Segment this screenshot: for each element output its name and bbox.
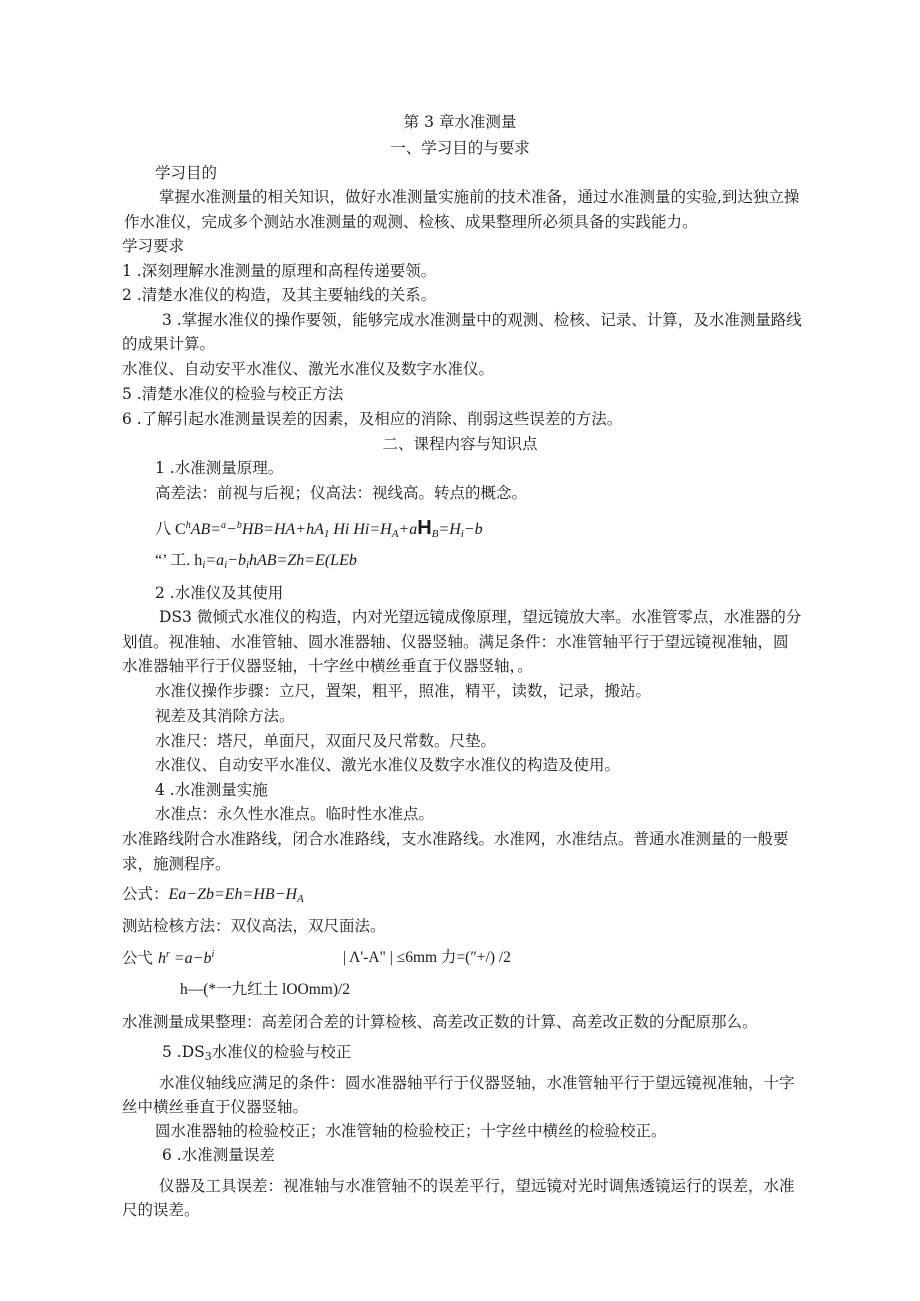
topic-text: 测站检核方法：双仪高法，双尺面法。 xyxy=(122,917,386,935)
topic-text: 水准点：永久性水准点。临时性水准点。 xyxy=(155,805,435,823)
objectives-heading: 学习目的 xyxy=(155,164,218,182)
requirement-item: 6 .了解引起水准测量误差的因素，及相应的消除、削弱这些误差的方法。 xyxy=(122,410,623,428)
requirement-item: 5 .清楚水准仪的检验与校正方法 xyxy=(122,385,344,403)
formula-line: | Λ'-A" | ≤6mm 力=(″+/) /2 xyxy=(343,949,511,966)
formula-line: 公式：Ea−Zb=Eh=HB−HA xyxy=(122,885,304,905)
topic-text: 水准仪操作步骤：立尺，置架，粗平，照准，精平，读数，记录，搬站。 xyxy=(155,682,652,700)
topic-text: 水准测量成果整理：高差闭合差的计算检核、高差改正数的计算、高差改正数的分配原那么。 xyxy=(122,1013,758,1031)
requirement-item: 3 .掌握水准仪的操作要领，能够完成水准测量中的观测、检核、记录、计算，及水准测量路线 xyxy=(162,311,802,329)
topic-heading: 4 .水准测量实施 xyxy=(155,781,268,799)
topic-heading: 6 .水准测量误差 xyxy=(162,1146,275,1164)
section-heading-content: 二、课程内容与知识点 xyxy=(382,435,538,453)
formula-line: 公弋 $h^r =a-b^i$ xyxy=(122,949,215,967)
topic-heading: 5 .DS3水准仪的检验与校正 xyxy=(162,1043,352,1063)
section-heading-objectives: 一、学习目的与要求 xyxy=(390,139,530,157)
topic-text: 水准仪、自动安平水准仪、激光水准仪及数字水准仪的构造及使用。 xyxy=(155,756,621,774)
topic-heading: 2 .水准仪及其使用 xyxy=(155,584,284,602)
topic-paragraph-line: 仪器及工具误差：视准轴与水准管轴不的误差平行，望远镜对光时调焦透镜运行的误差，水准 xyxy=(159,1177,795,1195)
topic-paragraph-line: 水准路线附合水准路线，闭合水准路线，支水准路线。水准网，水准结点。普通水准测量的一般要 xyxy=(122,830,789,848)
topic-text: 高差法：前视与后视；仪高法：视线高。转点的概念。 xyxy=(155,484,528,502)
chapter-title: 第 3 章水准测量 xyxy=(403,113,517,131)
objectives-paragraph-line: 作水准仪，完成多个测站水准测量的观测、检核、成果整理所必须具备的实践能力。 xyxy=(124,213,698,231)
requirement-item: 水准仪、自动安平水准仪、激光水准仪及数字水准仪。 xyxy=(122,360,495,378)
topic-text: 水准尺：塔尺，单面尺，双面尺及尺常数。尺垫。 xyxy=(155,732,497,750)
formula-line: 八 $C^hAB=^a-^bHB=HA+hA1$ Hi Hi=HA+aHB=Hi−b xyxy=(155,517,483,540)
requirement-item: 1 .深刻理解水准测量的原理和高程传递要领。 xyxy=(122,262,437,280)
topic-heading: 1 .水准测量原理。 xyxy=(155,459,284,477)
objectives-paragraph-line: 掌握水准测量的相关知识，做好水准测量实施前的技术准备，通过水准测量的实验,到达独立操 xyxy=(159,188,800,206)
requirement-item-continued: 的成果计算。 xyxy=(122,335,216,353)
topic-text: 视差及其消除方法。 xyxy=(155,707,295,725)
topic-paragraph-line: 尺的误差。 xyxy=(122,1201,200,1219)
formula-line: h—(*一九红土 lOOmm)/2 xyxy=(180,981,351,998)
topic-text: 圆水准器轴的检验校正；水准管轴的检验校正；十字丝中横丝的检验校正。 xyxy=(155,1122,667,1140)
topic-paragraph-line: DS3 微倾式水准仪的构造，内对光望远镜成像原理，望远镜放大率。水准管零点，水准器的分 xyxy=(159,608,802,626)
requirements-heading: 学习要求 xyxy=(122,237,185,255)
requirement-item: 2 .清楚水准仪的构造，及其主要轴线的关系。 xyxy=(122,286,437,304)
topic-paragraph-line: 水准器轴平行于仪器竖轴，十字丝中横丝垂直于仪器竖轴，。 xyxy=(122,657,533,675)
topic-paragraph-line: 划值。视准轴、水准管轴、圆水准器轴、仪器竖轴。满足条件：水准管轴平行于望远镜视准轴，圆 xyxy=(122,633,789,651)
topic-paragraph-line: 求，施测程序。 xyxy=(122,855,231,873)
topic-paragraph-line: 丝中横丝垂直于仪器竖轴。 xyxy=(122,1098,309,1116)
topic-paragraph-line: 水准仪轴线应满足的条件：圆水准器轴平行于仪器竖轴，水准管轴平行于望远镜视准轴，十字 xyxy=(159,1074,795,1092)
formula-line: “’ 工. hi=ai−bihAB=Zh=E(LEb xyxy=(155,552,357,571)
